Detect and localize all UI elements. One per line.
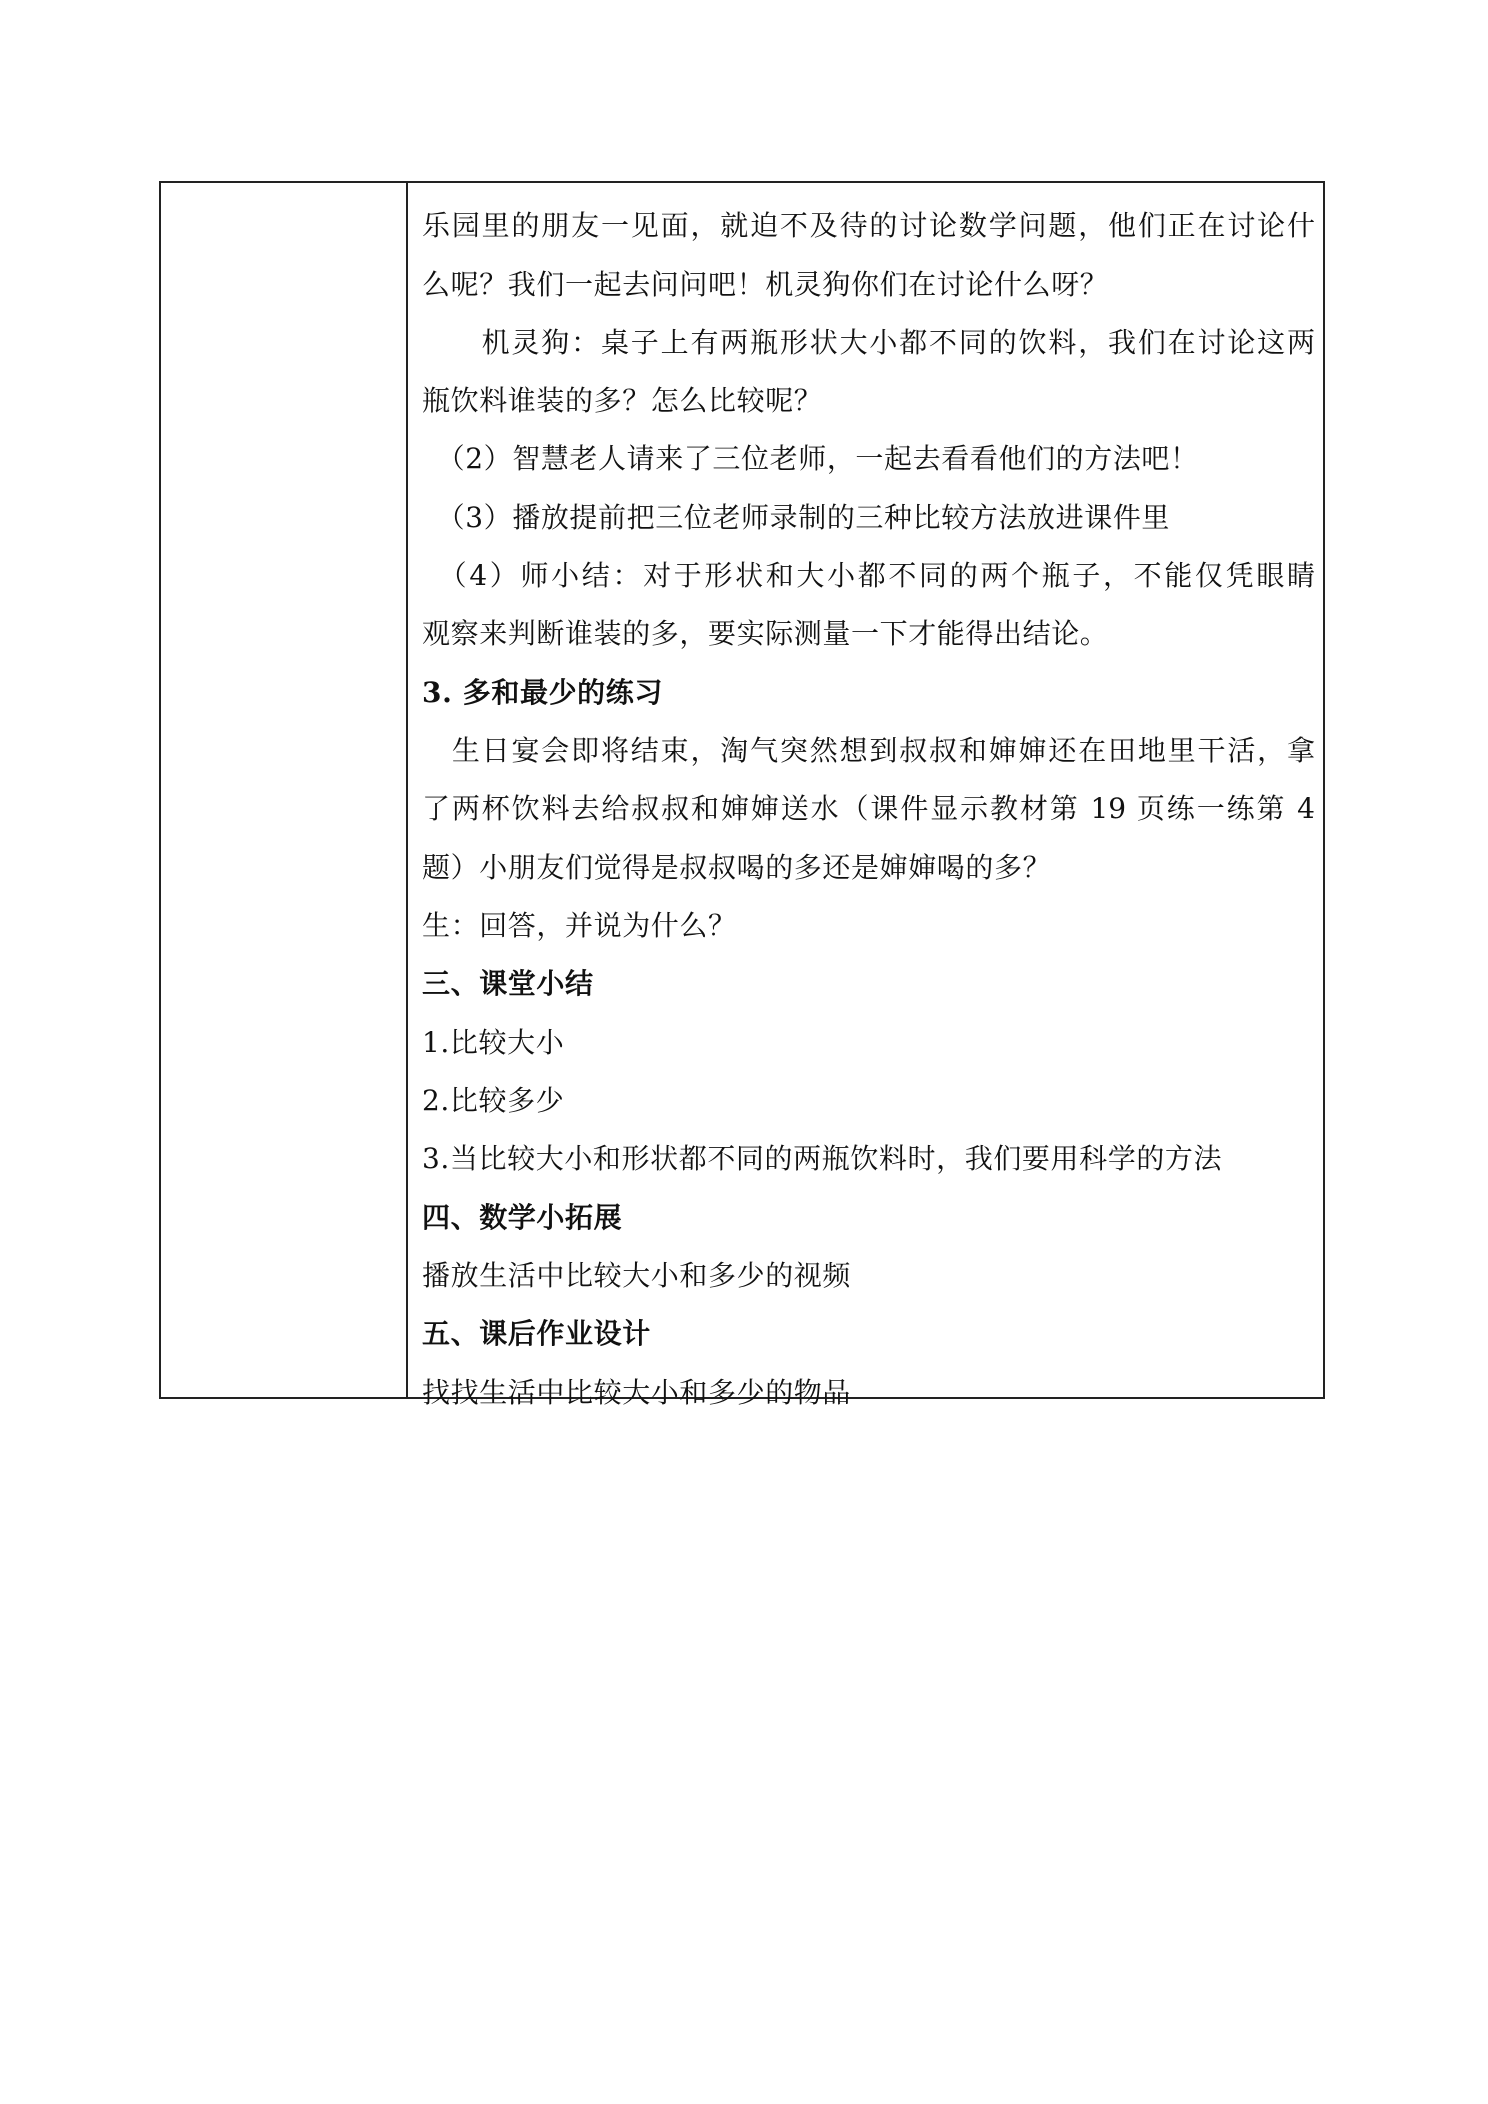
paragraph-line: 乐园里的朋友一见面，就迫不及待的讨论数学问题，他们正在讨论什 [422, 209, 1315, 242]
list-item: 1.比较大小 [422, 1026, 565, 1059]
paragraph-line: 生日宴会即将结束，淘气突然想到叔叔和婶婶还在田地里干活，拿 [422, 734, 1315, 767]
paragraph-line: （2）智慧老人请来了三位老师，一起去看看他们的方法吧！ [422, 442, 1199, 475]
table-right-cell [408, 183, 1323, 1409]
paragraph-line: 么呢？我们一起去问问吧！机灵狗你们在讨论什么呀？ [422, 268, 1109, 301]
list-item: 3.当比较大小和形状都不同的两瓶饮料时，我们要用科学的方法 [422, 1142, 1223, 1175]
paragraph-line: 播放生活中比较大小和多少的视频 [422, 1259, 852, 1292]
lesson-plan-table [159, 181, 1325, 1409]
section-heading: 四、数学小拓展 [422, 1201, 623, 1234]
paragraph-line: 瓶饮料谁装的多？怎么比较呢？ [422, 384, 823, 417]
paragraph-line: 题）小朋友们觉得是叔叔喝的多还是婶婶喝的多？ [422, 851, 1052, 884]
list-item: 2.比较多少 [422, 1084, 565, 1117]
paragraph-line: 机灵狗：桌子上有两瓶形状大小都不同的饮料，我们在讨论这两 [422, 326, 1315, 359]
paragraph-line: 找找生活中比较大小和多少的物品 [422, 1376, 852, 1409]
table-left-cell [161, 183, 408, 1397]
section-heading: 三、课堂小结 [422, 967, 594, 1000]
paragraph-line: 观察来判断谁装的多，要实际测量一下才能得出结论。 [422, 617, 1109, 650]
paragraph-line: （4）师小结：对于形状和大小都不同的两个瓶子，不能仅凭眼睛 [422, 559, 1315, 592]
paragraph-line: 了两杯饮料去给叔叔和婶婶送水（课件显示教材第 19 页练一练第 4 [422, 792, 1315, 825]
section-heading: 五、课后作业设计 [422, 1317, 651, 1350]
paragraph-line: 生：回答，并说为什么？ [422, 909, 737, 942]
section-heading: 3. 多和最少的练习 [422, 676, 663, 709]
paragraph-line: （3）播放提前把三位老师录制的三种比较方法放进课件里 [422, 501, 1171, 534]
